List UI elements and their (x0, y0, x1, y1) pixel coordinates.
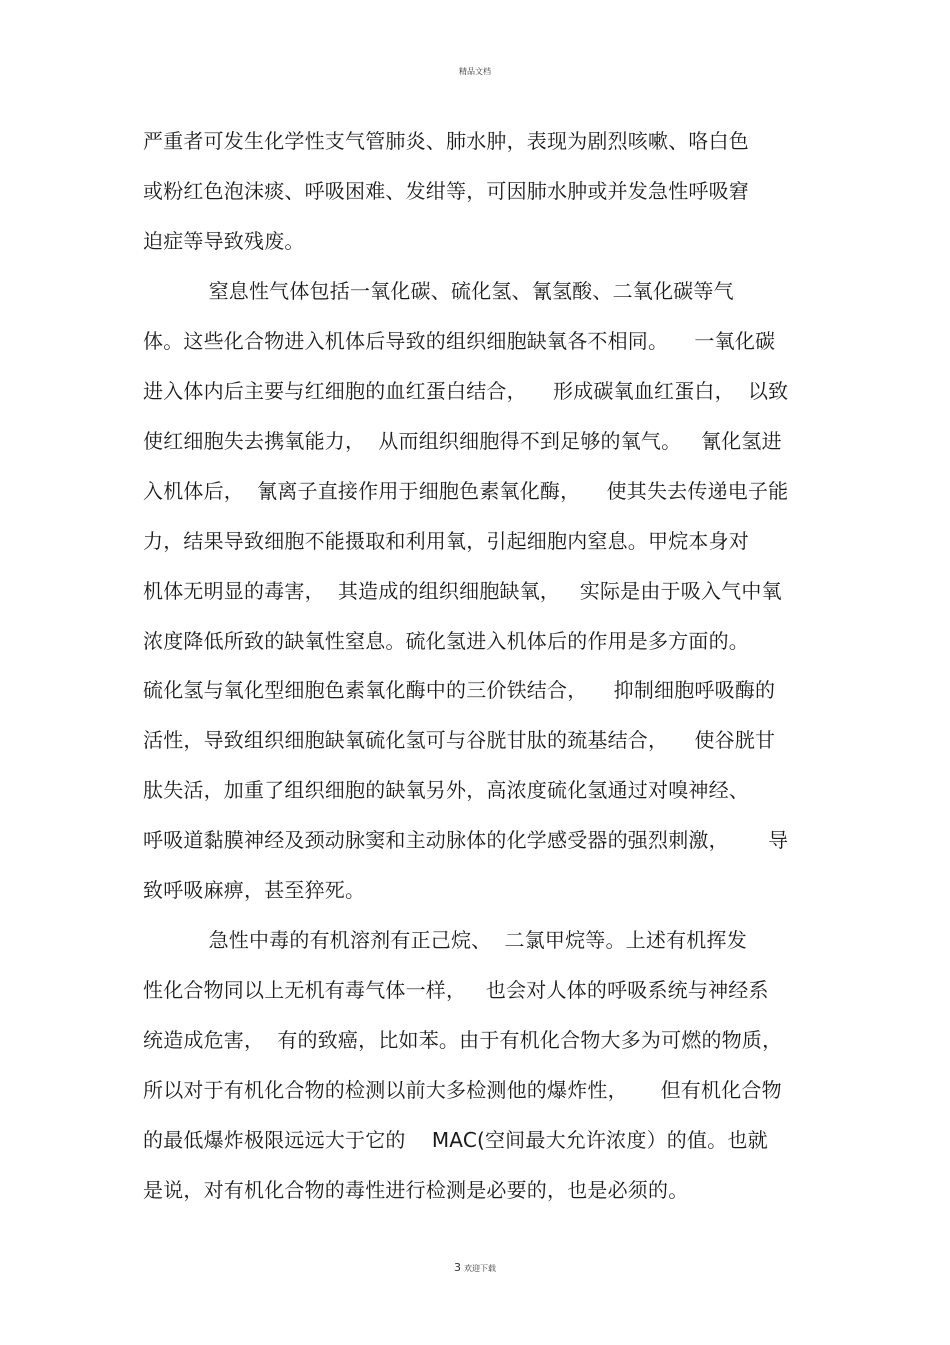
text-line: 统造成危害， 有的致癌，比如苯。由于有机化合物大多为可燃的物质， (143, 1028, 783, 1052)
text-line: 窒息性气体包括一氧化碳、硫化氢、氰氢酸、二氧化碳等气 (143, 279, 734, 303)
text-line: 肽失活，加重了组织细胞的缺氧另外，高浓度硫化氢通过对嗅神经、 (143, 778, 749, 802)
page-number: 3 (454, 1261, 461, 1274)
footer-text: 欢迎下载 (464, 1264, 496, 1273)
text-line: 体。这些化合物进入机体后导致的组织细胞缺氧各不相同。 一氧化碳 (143, 329, 776, 353)
text-line: 浓度降低所致的缺氧性窒息。硫化氢进入机体后的作用是多方面的。 (143, 629, 749, 653)
text-line: 使红细胞失去携氧能力， 从而组织细胞得不到足够的氧气。 氰化氢进 (143, 429, 782, 453)
page-header: 精品文档 (459, 67, 491, 76)
text-line: 机体无明显的毒害， 其造成的组织细胞缺氧， 实际是由于吸入气中氧 (143, 579, 782, 603)
text-line: 呼吸道黏膜神经及颈动脉窦和主动脉体的化学感受器的强烈刺激， 导 (143, 828, 789, 852)
text-line: 严重者可发生化学性支气管肺炎、肺水肿，表现为剧烈咳嗽、咯白色 (143, 129, 749, 153)
text-line: 的最低爆炸极限远远大于它的 MAC(空间最大允许浓度）的值。也就 (143, 1128, 768, 1152)
text-line: 迫症等导致残废。 (143, 229, 305, 253)
text-line: 进入体内后主要与红细胞的血红蛋白结合， 形成碳氧血红蛋白， 以致 (143, 379, 789, 403)
text-line: 或粉红色泡沫痰、呼吸困难、发绀等，可因肺水肿或并发急性呼吸窘 (143, 179, 749, 203)
text-line: 性化合物同以上无机有毒气体一样， 也会对人体的呼吸系统与神经系 (143, 978, 769, 1002)
text-line: 入机体后， 氰离子直接作用于细胞色素氧化酶， 使其失去传递电子能 (143, 479, 789, 503)
text-line: 急性中毒的有机溶剂有正己烷、 二氯甲烷等。上述有机挥发 (143, 928, 747, 952)
text-line: 所以对于有机化合物的检测以前大多检测他的爆炸性， 但有机化合物 (143, 1078, 782, 1102)
text-line: 致呼吸麻痹，甚至猝死。 (143, 878, 366, 902)
page-footer (0, 1261, 950, 1274)
text-line: 力，结果导致细胞不能摄取和利用氧，引起细胞内窒息。甲烷本身对 (143, 529, 749, 553)
text-line: 硫化氢与氧化型细胞色素氧化酶中的三价铁结合， 抑制细胞呼吸酶的 (143, 678, 776, 702)
text-line: 是说，对有机化合物的毒性进行检测是必要的，也是必须的。 (143, 1178, 689, 1202)
text-line: 活性，导致组织细胞缺氧硫化氢可与谷胱甘肽的巯基结合， 使谷胱甘 (143, 728, 776, 752)
